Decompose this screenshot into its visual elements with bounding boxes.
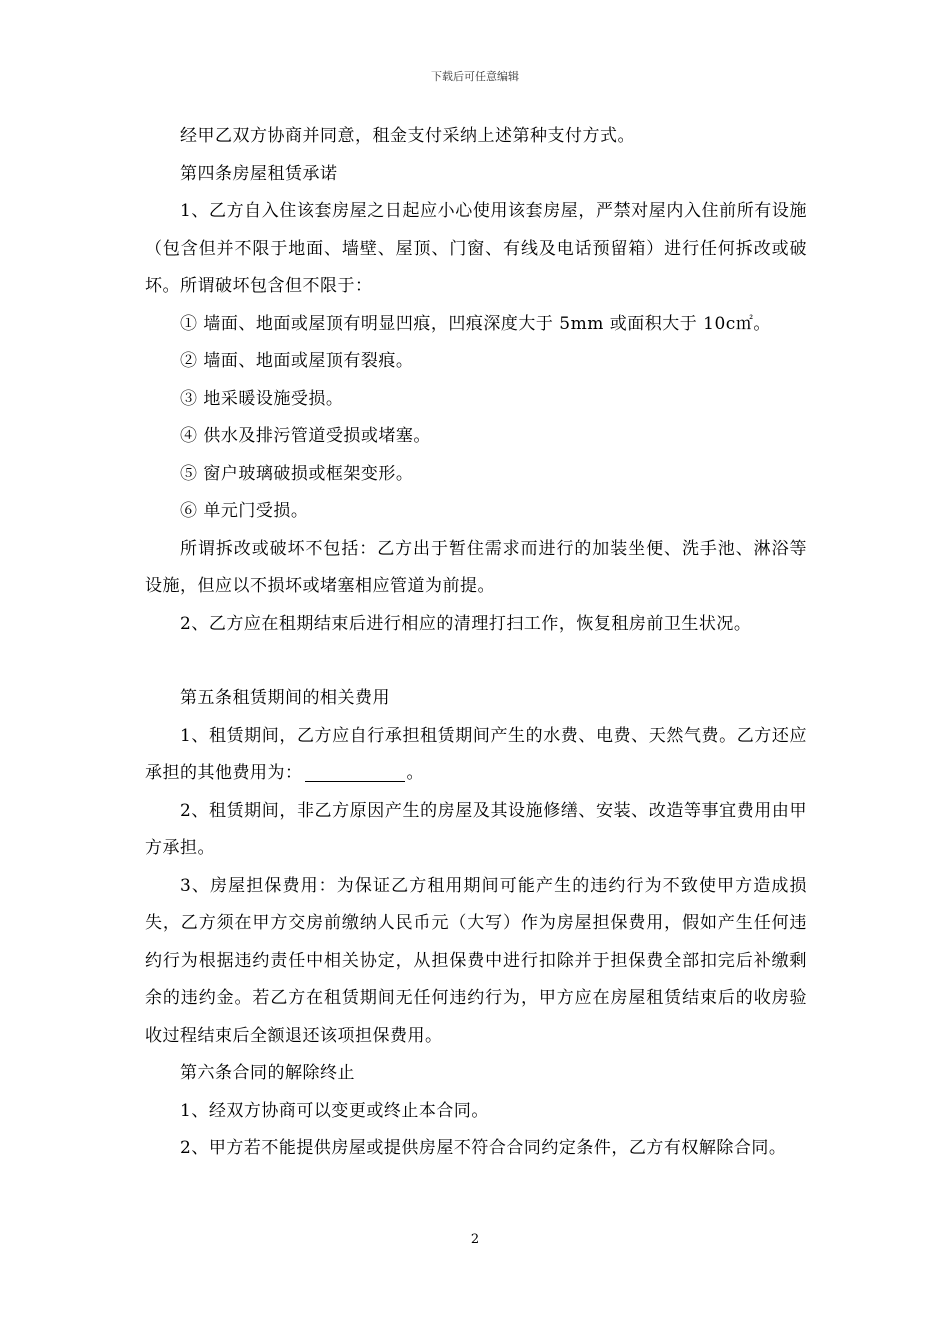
paragraph: 2、乙方应在租期结束后进行相应的清理打扫工作，恢复租房前卫生状况。 [180,613,752,634]
section-heading: 第六条合同的解除终止 [180,1063,355,1083]
document-body [145,118,807,1168]
list-item: ③ 地采暖设施受损。 [180,388,344,409]
spacer [145,643,807,680]
paragraph: 1、经双方协商可以变更或终止本合同。 [180,1100,489,1121]
paragraph: 2、甲方若不能提供房屋或提供房屋不符合合同约定条件，乙方有权解除合同。 [180,1138,787,1158]
paragraph-end: 。 [406,763,424,783]
paragraph: 3、房屋担保费用：为保证乙方租用期间可能产生的违约行为不致使甲方造成损失，乙方须在甲方交房前缴纳人民币元（大写）作为房屋担保费用，假如产生任何违约行为根据违约责任中相关协定，从担保费中进行扣除并于担保费全部扣完后补缴剩余的违约金。若乙方在租赁期间无任何违约行为，甲方应在房屋租赁结束后的收房验收过程结束后全额退还该项担保费用。 [145,875,807,1046]
paragraph: 2、租赁期间，非乙方原因产生的房屋及其设施修缮、安装、改造等事宜费用由甲方承担。 [145,800,807,858]
section-heading: 第五条租赁期间的相关费用 [180,688,390,708]
list-item: ④ 供水及排污管道受损或堵塞。 [180,426,431,446]
list-item: ⑤ 窗户玻璃破损或框架变形。 [180,463,414,484]
paragraph [145,718,807,793]
paragraph: 所谓拆改或破坏不包括：乙方出于暂住需求而进行的加装坐便、洗手池、淋浴等设施，但应以不损坏或堵塞相应管道为前提。 [145,538,807,596]
section-heading: 第四条房屋租赁承诺 [180,163,338,184]
paragraph: 1、乙方自入住该套房屋之日起应小心使用该套房屋，严禁对屋内入住前所有设施（包含但并不限于地面、墙壁、屋顶、门窗、有线及电话预留箱）进行任何拆改或破坏。所谓破坏包含但不限于： [145,201,807,296]
page-header: 下载后可任意编辑 [431,70,519,83]
paragraph: 经甲乙双方协商并同意，租金支付采纳上述第种支付方式。 [180,126,635,146]
list-item: ⑥ 单元门受损。 [180,501,309,521]
list-item: ① 墙面、地面或屋顶有明显凹痕，凹痕深度大于 5mm 或面积大于 10c㎡。 [180,313,771,334]
fill-in-blank [305,761,405,782]
list-item: ② 墙面、地面或屋顶有裂痕。 [180,351,414,371]
paragraph-text: 1、租赁期间，乙方应自行承担租赁期间产生的水费、电费、天然气费。乙方还应承担的其他费用为： [145,725,807,783]
page-number: 2 [470,1232,480,1247]
